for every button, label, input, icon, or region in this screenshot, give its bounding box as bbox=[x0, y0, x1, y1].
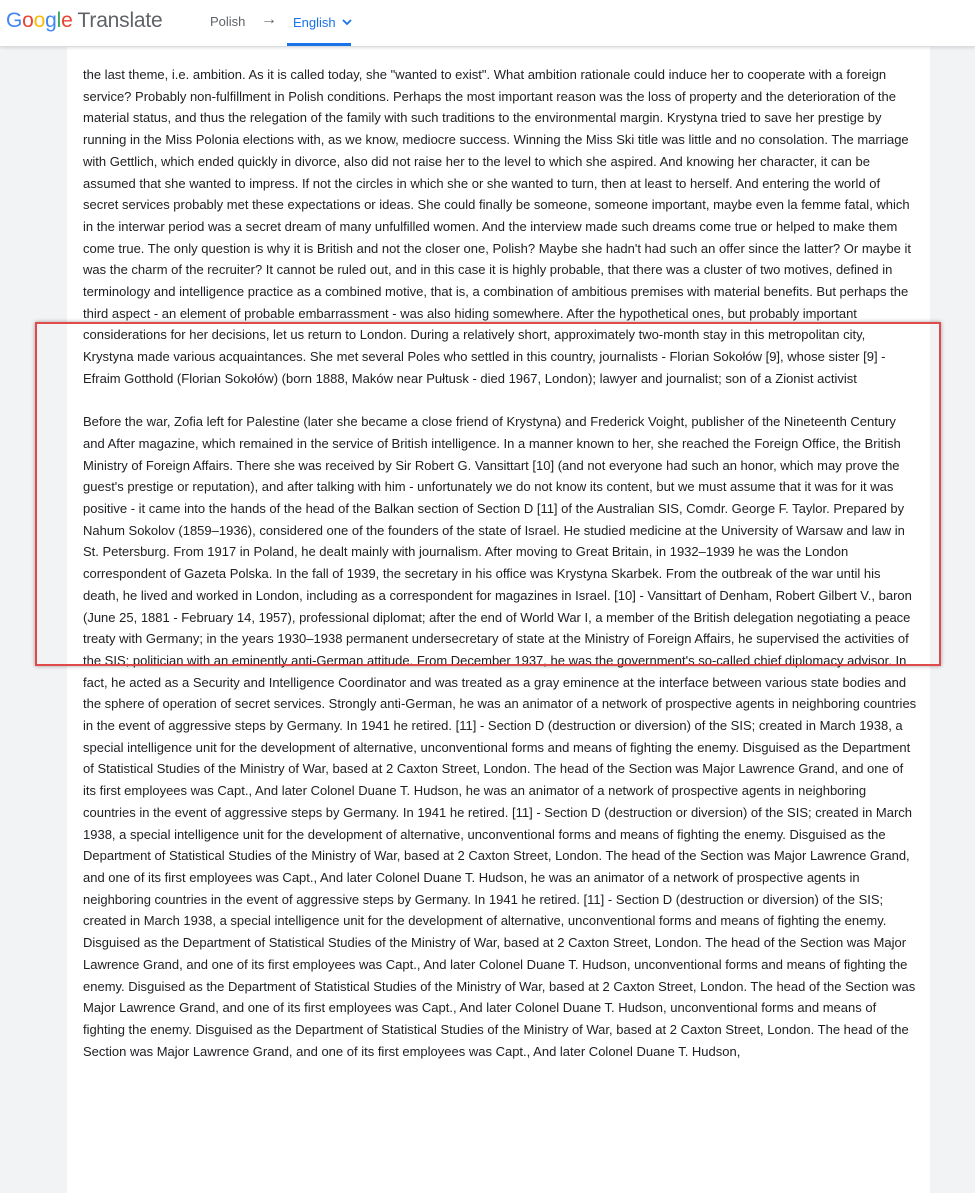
top-app-bar bbox=[0, 0, 975, 47]
logo-product-name: Translate bbox=[77, 9, 163, 32]
arrow-right-icon: → bbox=[261, 11, 277, 28]
target-language-button[interactable] bbox=[293, 14, 352, 30]
source-language-button[interactable]: Polish bbox=[210, 14, 246, 29]
logo-letter: e bbox=[61, 9, 73, 32]
paragraph: Before the war, Zofia left for Palestine (later she became a close friend of Krystyna) and Frederick Voight, publisher of the Nineteenth Century and After magazine, which remained in the service of British intelligence. In a manner known to her, she reached the Foreign Office, the British Ministry of Foreign Affairs. There she was received by Sir Robert G. Vansittart [10] (and not everyone had such an honor, which may prove the guest's prestige or reputation), and after talking with him - unfortunately we do not know its content, but we must assume that it was for it was positive - it came into the hands of the head of the Balkan section of Section D [11] of the Australian SIS, Comdr. George F. Taylor. Prepared by Nahum Sokolov (1859–1936), considered one of the founders of the state of Israel. He studied medicine at the University of Warsaw and law in St. Petersburg. From 1917 in Poland, he dealt mainly with journalism. After moving to Great Britain, in 1932–1939 he was the London correspondent of Gazeta Polska. In the fall of 1939, the secretary in his office was Krystyna Skarbek. From the outbreak of the war until his death, he lived and worked in London, including as a correspondent for magazines in Israel. [10] - Vansittart of Denham, Robert Gilbert V., baron (June 25, 1881 - February 14, 1957), professional diplomat; after the end of World War I, a member of the British delegation negotiating a peace treaty with Germany; in the years 1930–1938 permanent undersecretary of state at the Ministry of Foreign Affairs, he supervised the activities of the SIS; politician with an eminently anti-German attitude. From December 1937, he was the government's so-called chief diplomacy advisor. In fact, he acted as a Security and Intelligence Coordinator and was treated as a gray eminence at the interface between various state bodies and the sphere of operation of secret services. Strongly anti-German, he was an animator of a network of prospective agents in neighboring countries in the event of aggressive steps by Germany. In 1941 he retired. [11] - Section D (destruction or diversion) of the SIS; created in March 1938, a special intelligence unit for the development of alternative, unconventional forms and means of fighting the enemy. Disguised as the Department of Statistical Studies of the Ministry of War, based at 2 Caxton Street, London. The head of the Section was Major Lawrence Grand, and one of its first employees was Capt., And later Colonel Duane T. Hudson, he was an animator of a network of prospective agents in neighboring countries in the event of aggressive steps by Germany. In 1941 he retired. [11] - Section D (destruction or diversion) of the SIS; created in March 1938, a special intelligence unit for the development of alternative, unconventional forms and means of fighting the enemy. Disguised as the Department of Statistical Studies of the Ministry of War, based at 2 Caxton Street, London. The head of the Section was Major Lawrence Grand, and one of its first employees was Capt., And later Colonel Duane T. Hudson, he was an animator of a network of prospective agents in neighboring countries in the event of aggressive steps by Germany. In 1941 he retired. [11] - Section D (destruction or diversion) of the SIS; created in March 1938, a special intelligence unit for the development of alternative, unconventional forms and means of fighting the enemy. Disguised as the Department of Statistical Studies of the Ministry of War, based at 2 Caxton Street, London. The head of the Section was Major Lawrence Grand, and one of its first employees was Capt., And later Colonel Duane T. Hudson, unconventional forms and means of fighting the enemy. Disguised as the Department of Statistical Studies of the Ministry of War, based at 2 Caxton Street, London. The head of the Section was Major Lawrence Grand, and one of its first employees was Capt., And later Colonel Duane T. Hudson, unconventional forms and means of fighting the enemy. Disguised as the Department of Statistical Studies of the Ministry of War, based at 2 Caxton Street, London. The head of the Section was Major Lawrence Grand, and one of its first employees was Capt., And later Colonel Duane T. Hudson, bbox=[83, 414, 917, 1059]
google-translate-logo[interactable] bbox=[6, 9, 163, 33]
paragraph: the last theme, i.e. ambition. As it is called today, she "wanted to exist". What ambition rationale could induce her to cooperate with a foreign service? Probably non-fulfillment in Polish conditions. Perhaps the most important reason was the loss of property and the deterioration of the material status, and thus the relegation of the family with such traditions to the environmental margin. Krystyna tried to save her prestige by running in the Miss Polonia elections with, as we know, mediocre success. Winning the Miss Ski title was little and no consolation. The marriage with Gettlich, which ended quickly in divorce, also did not raise her to the level to which she aspired. And knowing her character, it can be assumed that she wanted to impress. If not the circles in which she or she wanted to turn, then at least to herself. And entering the world of secret services probably met these expectations or ideas. She could finally be someone, someone important, maybe even la femme fatal, which in the interwar period was a secret dream of many unfulfilled women. And the interview made such dreams come true or helped to make them come true. The only question is why it is British and not the closer one, Polish? Maybe she hadn't had such an offer since the latter? Or maybe it was the charm of the recruiter? It cannot be ruled out, and in this case it is highly probable, that there was a cluster of two motives, defined in terminology and intelligence practice as a combined motive, that is, a combination of ambitious premises with material benefits. But perhaps the third aspect - an element of probable embarrassment - was also hiding somewhere. After the hypothetical ones, but probably important considerations for her decisions, let us return to London. During a relatively short, approximately two-month stay in this metropolitan city, Krystyna made various acquaintances. She met several Poles who settled in this country, journalists - Florian Sokołów [9], whose sister [9] - Efraim Gotthold (Florian Sokołów) (born 1888, Maków near Pułtusk - died 1967, London); lawyer and journalist; son of a Zionist activist bbox=[83, 67, 911, 386]
logo-letter: o bbox=[33, 9, 46, 32]
active-language-indicator bbox=[287, 43, 351, 46]
logo-letter: o bbox=[22, 9, 34, 32]
target-language-label: English bbox=[293, 15, 336, 30]
logo-letter: l bbox=[56, 9, 62, 32]
chevron-down-icon bbox=[342, 14, 352, 29]
logo-letter: G bbox=[6, 9, 23, 32]
logo-letter: g bbox=[45, 9, 57, 32]
translated-text bbox=[83, 64, 919, 1062]
translated-document-page bbox=[67, 47, 930, 1193]
